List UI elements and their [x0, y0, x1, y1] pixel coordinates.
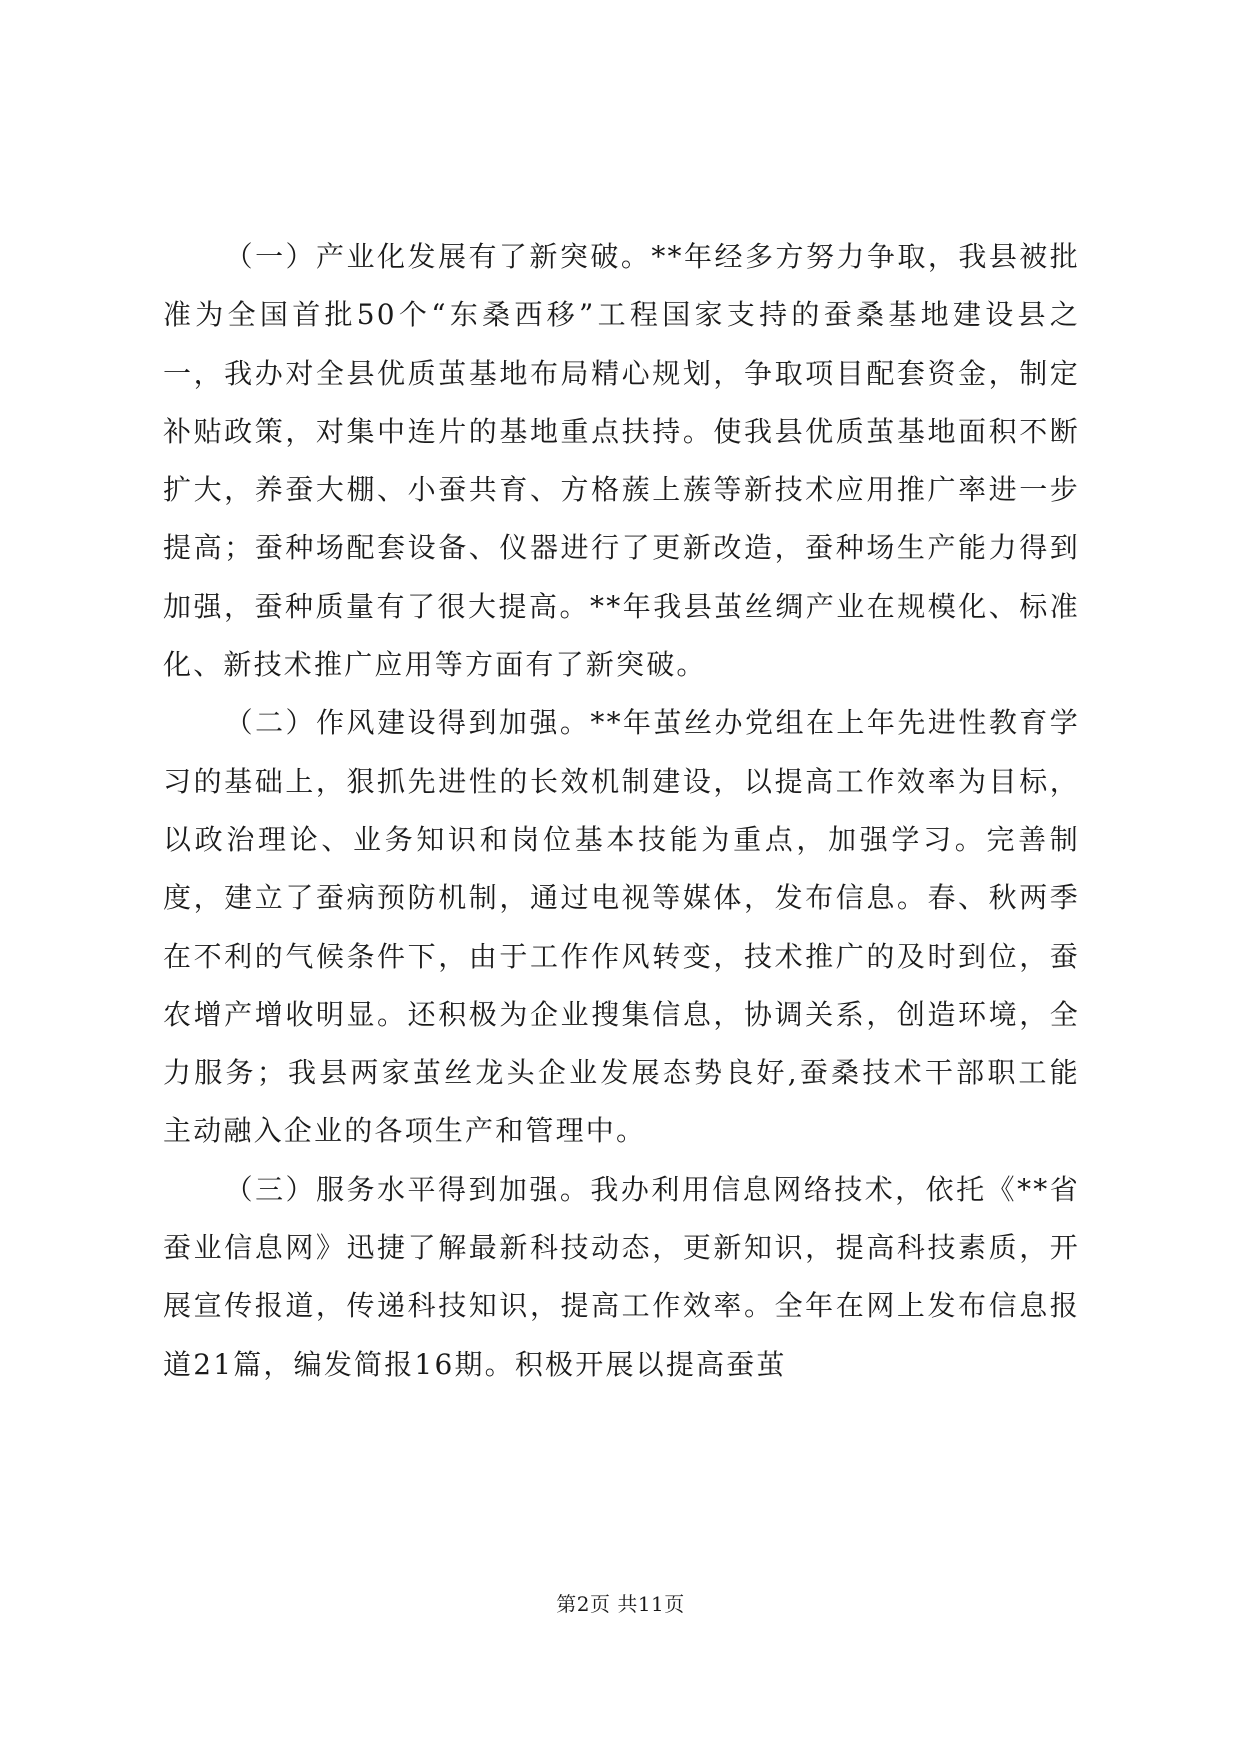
- paragraph-industrialization: （一）产业化发展有了新突破。**年经多方努力争取，我县被批准为全国首批50个“东桑西移”工程国家支持的蚕桑基地建设县之一，我办对全县优质茧基地布局精心规划，争取项目配套资金，制定补贴政策，对集中连片的基地重点扶持。使我县优质茧基地面积不断扩大，养蚕大棚、小蚕共育、方格蔟上蔟等新技术应用推广率进一步提高；蚕种场配套设备、仪器进行了更新改造，蚕种场生产能力得到加强，蚕种质量有了很大提高。**年我县茧丝绸产业在规模化、标准化、新技术推广应用等方面有了新突破。: [163, 240, 1080, 682]
- page-number-footer: 第2页 共11页: [556, 1592, 685, 1616]
- paragraph-work-style: （二）作风建设得到加强。**年茧丝办党组在上年先进性教育学习的基础上，狠抓先进性的长效机制建设，以提高工作效率为目标，以政治理论、业务知识和岗位基本技能为重点，加强学习。完善制度，建立了蚕病预防机制，通过电视等媒体，发布信息。春、秋两季在不利的气候条件下，由于工作作风转变，技术推广的及时到位，蚕农增产增收明显。还积极为企业搜集信息，协调关系，创造环境，全力服务；我县两家茧丝龙头企业发展态势良好,蚕桑技术干部职工能主动融入企业的各项生产和管理中。: [163, 706, 1080, 1148]
- document-body: [163, 228, 1080, 1394]
- paragraph-service-level: （三）服务水平得到加强。我办利用信息网络技术，依托《**省蚕业信息网》迅捷了解最新科技动态，更新知识，提高科技素质，开展宣传报道，传递科技知识，提高工作效率。全年在网上发布信息报道21篇，编发简报16期。积极开展以提高蚕茧: [163, 1172, 1080, 1381]
